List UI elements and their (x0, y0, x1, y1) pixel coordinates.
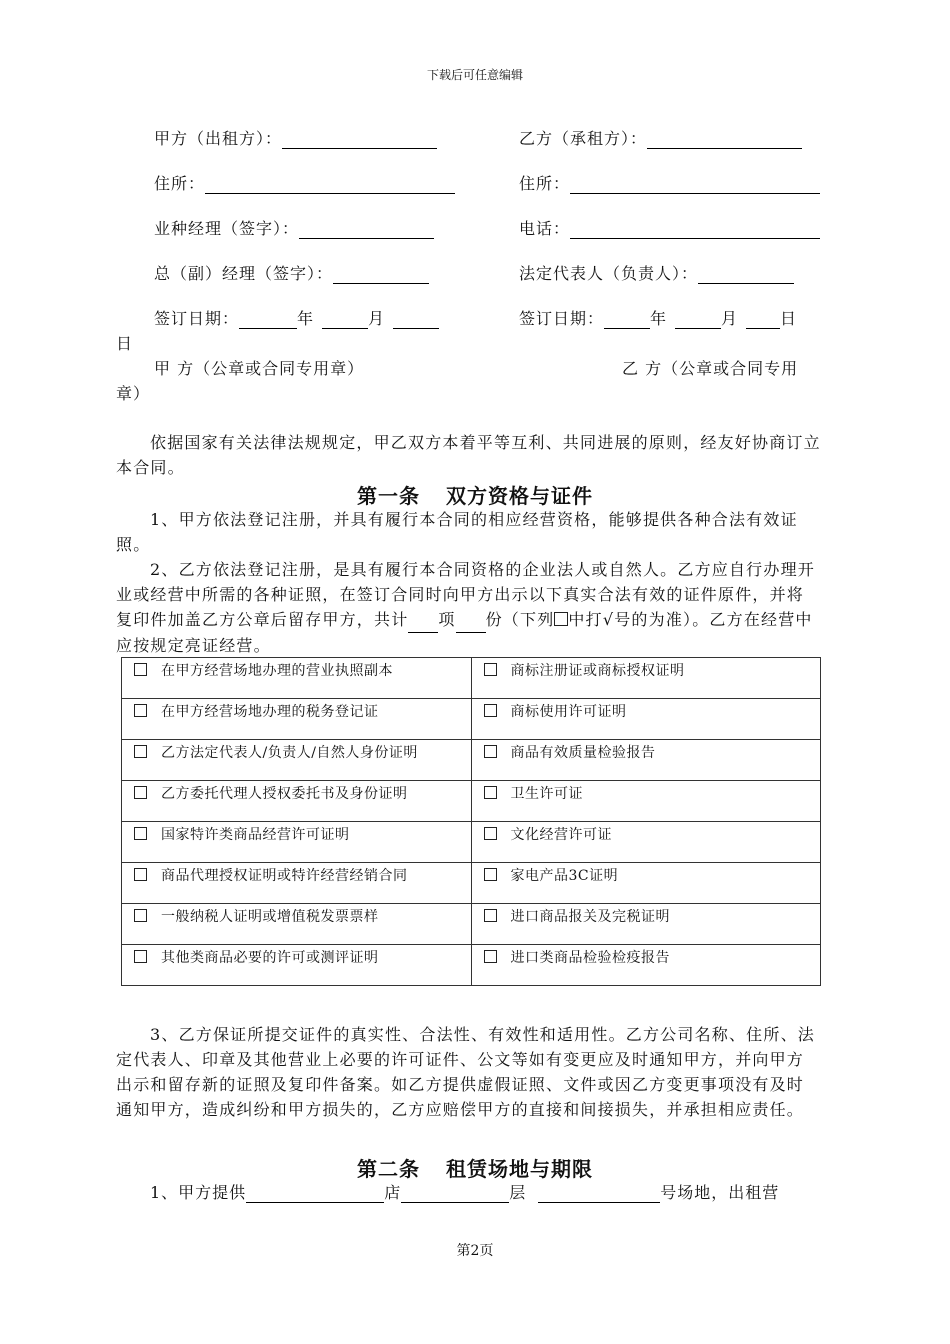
article1-clause2 (116, 557, 821, 658)
party-b-label: 乙方（承租方）： (519, 129, 648, 148)
certificate-label: 进口商品报关及完税证明 (510, 909, 670, 925)
certificate-row (122, 740, 821, 781)
article2-clause1 (150, 1180, 779, 1203)
party-b-row (519, 126, 802, 149)
address-b-row (519, 171, 820, 194)
checkbox-icon[interactable] (134, 909, 147, 922)
address-a-label: 住所： (154, 174, 206, 193)
certificate-label: 进口类商品检验检疫报告 (510, 950, 670, 966)
address-b-blank[interactable] (570, 175, 820, 194)
clause2-text-2: 项 (438, 610, 456, 629)
certificate-label: 家电产品3C证明 (510, 868, 619, 884)
party-a-label: 甲方（出租方）： (154, 129, 283, 148)
intro-paragraph: 依据国家有关法律法规规定，甲乙双方本着平等互利、共同进展的原则，经友好协商订立本合同。 (116, 433, 821, 477)
date-b-year-blank[interactable] (604, 310, 650, 329)
date-a-month: 月 (368, 309, 386, 328)
certificate-cell (471, 904, 821, 945)
certificate-cell (471, 699, 821, 740)
certificate-label: 乙方法定代表人/负责人/自然人身份证明 (161, 745, 418, 761)
party-a-row (154, 126, 437, 149)
checkbox-icon[interactable] (484, 827, 497, 840)
certificate-cell (471, 863, 821, 904)
date-b-year: 年 (650, 309, 668, 328)
store-blank[interactable] (246, 1184, 384, 1203)
checkbox-icon[interactable] (484, 786, 497, 799)
certificate-cell (471, 658, 821, 699)
date-b-month-blank[interactable] (675, 310, 721, 329)
certificate-cell (122, 740, 472, 781)
clause2-text-1: 2、乙方依法登记注册，是具有履行本合同资格的企业法人或自然人。乙方应自行办理开业或经营中所需的各种证照，在签订合同时向甲方出示以下真实合法有效的证件原件，并将复印件加盖乙方公章后留存甲方，共计 (116, 560, 815, 629)
date-a-day-blank[interactable] (393, 310, 439, 329)
checkbox-icon[interactable] (134, 827, 147, 840)
article2-clause1-text-3: 层 (509, 1183, 527, 1202)
article2-clause1-text-2: 店 (384, 1183, 402, 1202)
certificate-row (122, 781, 821, 822)
seal-b (622, 356, 798, 379)
certificate-cell (471, 945, 821, 986)
article1-number: 第一条 (357, 484, 420, 508)
checkbox-icon[interactable] (134, 745, 147, 758)
general-manager-label: 总（副）经理（签字）： (154, 264, 334, 283)
article1-heading (0, 480, 950, 509)
legal-rep-blank[interactable] (698, 265, 794, 284)
article1-clause3: 3、乙方保证所提交证件的真实性、合法性、有效性和适用性。乙方公司名称、住所、法定代表人、印章及其他营业上必要的许可证件、公文等如有变更应及时通知甲方，并向甲方出示和留存新的证照及复印件备案。如乙方提供虚假证照、文件或因乙方变更事项没有及时通知甲方，造成纠纷和甲方损失的，乙方应赔偿甲方的直接和间接损失，并承担相应责任。 (116, 1025, 815, 1119)
certificate-row (122, 945, 821, 986)
checkbox-icon[interactable] (484, 950, 497, 963)
checkbox-icon[interactable] (134, 704, 147, 717)
phone-blank[interactable] (570, 220, 820, 239)
certificate-cell (471, 822, 821, 863)
certificate-label: 其他类商品必要的许可或测评证明 (161, 950, 379, 966)
general-manager-row (154, 261, 429, 284)
certificate-label: 一般纳税人证明或增值税发票票样 (161, 909, 379, 925)
phone-row (519, 216, 820, 239)
seal-b-cont (116, 381, 150, 404)
checkbox-icon[interactable] (484, 868, 497, 881)
certificate-cell (122, 699, 472, 740)
date-a-row (154, 306, 439, 329)
certificate-cell (122, 822, 472, 863)
date-a-month-blank[interactable] (322, 310, 368, 329)
date-a-year-blank[interactable] (239, 310, 297, 329)
number-blank[interactable] (538, 1184, 660, 1203)
certificate-cell (122, 945, 472, 986)
checkbox-icon[interactable] (134, 786, 147, 799)
address-a-blank[interactable] (205, 175, 455, 194)
date-b-day-blank[interactable] (746, 310, 780, 329)
date-a-day: 日 (116, 334, 134, 353)
checkbox-icon[interactable] (484, 909, 497, 922)
certificate-cell (122, 863, 472, 904)
certificate-cell (122, 904, 472, 945)
certificate-row (122, 658, 821, 699)
checkbox-icon (554, 612, 568, 626)
checkbox-icon[interactable] (134, 868, 147, 881)
certificate-label: 国家特许类商品经营许可证明 (161, 827, 350, 843)
certificate-row (122, 822, 821, 863)
page-header-note: 下载后可任意编辑 (426, 68, 523, 82)
legal-rep-row (519, 261, 794, 284)
clause2-text-3: 份（下列 (485, 610, 555, 629)
clause2-copies-blank[interactable] (456, 607, 486, 633)
general-manager-blank[interactable] (333, 265, 429, 284)
date-a-label: 签订日期： (154, 309, 240, 328)
manager-label: 业种经理（签字）： (154, 219, 300, 238)
certificate-label: 在甲方经营场地办理的税务登记证 (161, 704, 379, 720)
date-b-month: 月 (721, 309, 739, 328)
legal-rep-label: 法定代表人（负责人）： (519, 264, 699, 283)
floor-blank[interactable] (401, 1184, 509, 1203)
checkbox-icon[interactable] (134, 663, 147, 676)
certificate-label: 文化经营许可证 (510, 827, 612, 843)
certificate-label: 商品有效质量检验报告 (510, 745, 656, 761)
manager-blank[interactable] (299, 220, 434, 239)
certificate-cell (122, 658, 472, 699)
date-b-row (519, 306, 797, 329)
checkbox-icon[interactable] (134, 950, 147, 963)
certificate-cell (471, 740, 821, 781)
certificate-label: 卫生许可证 (510, 786, 583, 802)
certificate-label: 商品代理授权证明或特许经营经销合同 (161, 868, 408, 884)
article2-title: 租赁场地与期限 (446, 1157, 593, 1181)
certificate-label: 乙方委托代理人授权委托书及身份证明 (161, 786, 408, 802)
article1-clause1: 1、甲方依法登记注册，并具有履行本合同的相应经营资格，能够提供各种合法有效证照。 (116, 510, 798, 554)
phone-label: 电话： (519, 219, 571, 238)
checkbox-icon[interactable] (484, 745, 497, 758)
article2-number: 第二条 (357, 1157, 420, 1181)
manager-row (154, 216, 434, 239)
party-b-blank[interactable] (647, 130, 802, 149)
certificate-cell (471, 781, 821, 822)
article2-heading (0, 1153, 950, 1182)
checkbox-icon[interactable] (484, 704, 497, 717)
seal-b-text-line1: 乙 方（公章或合同专用 (622, 359, 799, 378)
certificate-table (121, 657, 821, 986)
certificate-row (122, 699, 821, 740)
party-a-blank[interactable] (282, 130, 437, 149)
page-number: 第2页 (456, 1243, 494, 1259)
certificate-row (122, 863, 821, 904)
certificate-label: 商标注册证或商标授权证明 (510, 663, 685, 679)
certificate-row (122, 904, 821, 945)
seal-a (154, 356, 364, 379)
checkbox-icon[interactable] (484, 663, 497, 676)
address-b-label: 住所： (519, 174, 571, 193)
date-b-day: 日 (780, 309, 798, 328)
seal-b-text-line2: 章） (116, 384, 151, 403)
article2-clause1-text-4: 号场地，出租营 (660, 1183, 780, 1202)
article2-clause1-text-1: 1、甲方提供 (150, 1183, 247, 1202)
seal-a-text: 甲 方（公章或合同专用章） (154, 359, 365, 378)
article1-title: 双方资格与证件 (446, 484, 593, 508)
clause2-text-4: 中打√号的为准）。乙方在经营中应按规定亮证经营。 (116, 610, 813, 655)
date-a-day-row (116, 331, 133, 354)
date-b-label: 签订日期： (519, 309, 605, 328)
certificate-label: 商标使用许可证明 (510, 704, 627, 720)
clause2-items-blank[interactable] (408, 607, 438, 633)
certificate-label: 在甲方经营场地办理的营业执照副本 (161, 663, 393, 679)
address-a-row (154, 171, 455, 194)
date-a-year: 年 (297, 309, 315, 328)
certificate-cell (122, 781, 472, 822)
